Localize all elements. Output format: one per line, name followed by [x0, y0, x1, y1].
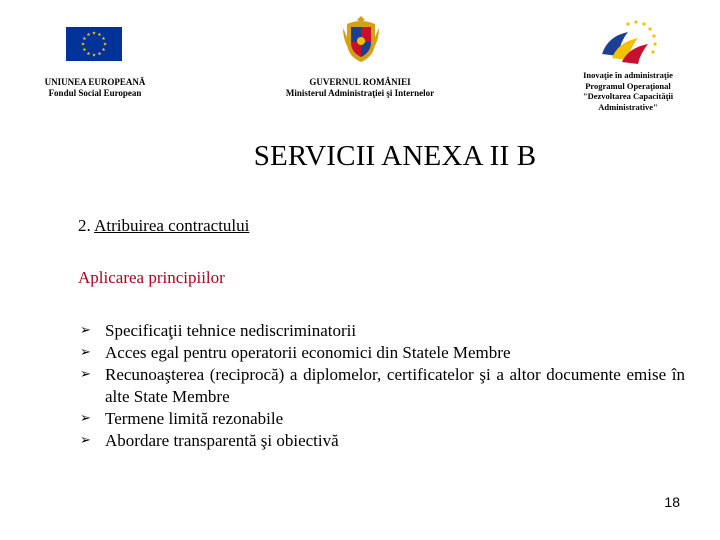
- inovatie-administratie-logo: [598, 18, 660, 68]
- bullet-text: Termene limită rezonabile: [105, 409, 284, 428]
- romania-coat-of-arms-icon: [341, 14, 381, 64]
- eu-caption-line1: UNIUNEA EUROPEANĂ: [44, 77, 146, 87]
- government-caption: [255, 77, 465, 99]
- page-number: 18: [664, 494, 680, 510]
- subheading: Aplicarea principiilor: [78, 268, 225, 287]
- bullet-list: [80, 320, 685, 452]
- list-item: [80, 320, 685, 342]
- arrow-bullet-icon: ➢: [80, 411, 91, 426]
- list-item: [80, 408, 685, 430]
- bullet-text: Specificaţii tehnice nediscriminatorii: [105, 321, 357, 340]
- government-caption-line2: Ministerul Administraţiei şi Internelor: [285, 88, 435, 98]
- section-label: Atribuirea contractului: [94, 216, 250, 235]
- arrow-bullet-icon: ➢: [80, 323, 91, 338]
- government-caption-line1: GUVERNUL ROMÂNIEI: [309, 77, 411, 87]
- slide-title: SERVICII ANEXA II B: [253, 140, 537, 172]
- arrow-bullet-icon: ➢: [80, 367, 91, 382]
- arrow-bullet-icon: ➢: [80, 433, 91, 448]
- eu-caption-line2: Fondul Social European: [48, 88, 142, 98]
- program-caption-line2: Programul Operaţional: [585, 80, 671, 91]
- section-number: 2.: [78, 216, 91, 235]
- program-caption: [548, 70, 708, 112]
- program-caption-line3: "Dezvoltarea Capacităţii: [582, 91, 674, 101]
- list-item: [80, 364, 685, 408]
- list-item: [80, 430, 685, 452]
- section-heading: [78, 216, 249, 236]
- eu-caption: [20, 77, 170, 99]
- program-caption-line1: Inovaţie în administraţie: [583, 70, 673, 80]
- arrow-bullet-icon: ➢: [80, 345, 91, 360]
- bullet-text: Acces egal pentru operatorii economici din Statele Membre: [105, 343, 511, 362]
- eu-flag-icon: [66, 27, 122, 61]
- list-item: [80, 342, 685, 364]
- program-caption-line4: Administrative": [598, 101, 658, 112]
- bullet-text: Abordare transparentă şi obiectivă: [105, 431, 339, 450]
- bullet-text: Recunoaşterea (reciprocă) a diplomelor, certificatelor şi a altor documente emise în alte State Membre: [105, 365, 685, 406]
